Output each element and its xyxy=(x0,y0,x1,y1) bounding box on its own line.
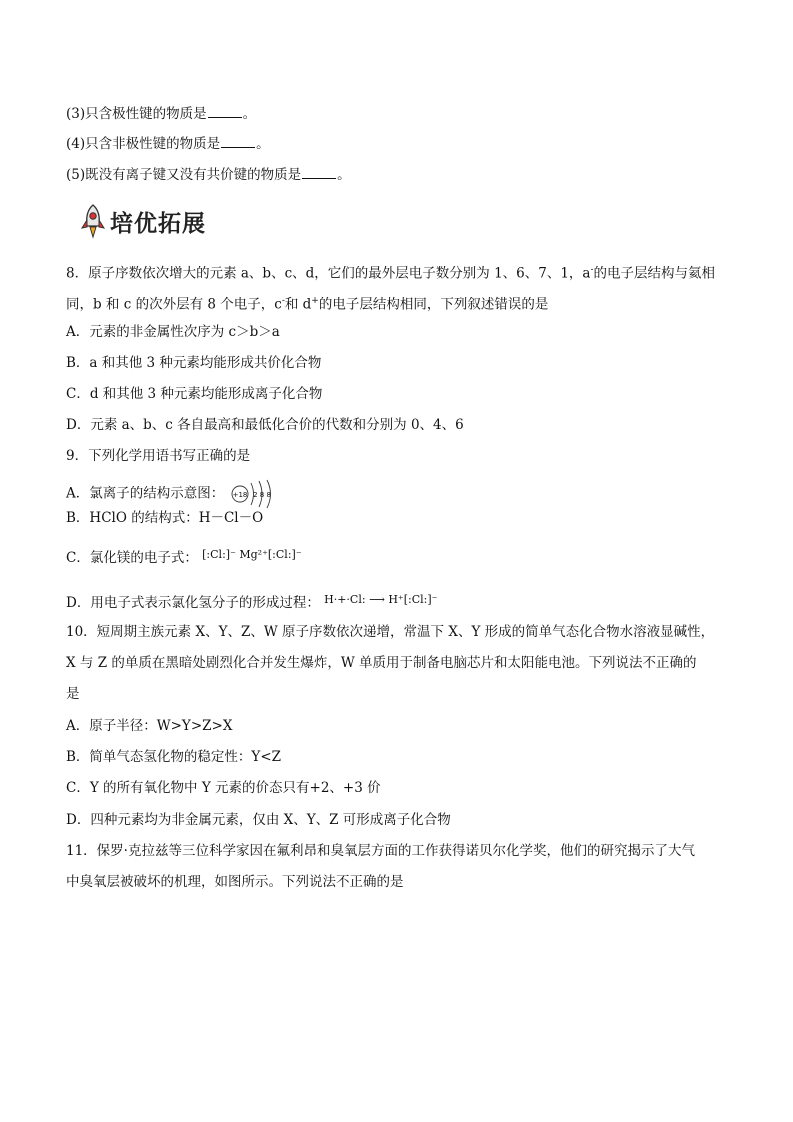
question-10-option-b: B．简单气态氢化物的稳定性：Y<Z xyxy=(66,749,282,765)
question-9-option-b: B．HClO 的结构式：H－Cl－O xyxy=(66,510,264,526)
question-11-stem-line2: 中臭氧层被破坏的机理，如图所示。下列说法不正确的是 xyxy=(66,874,404,890)
chloride-ion-structure-diagram xyxy=(229,477,283,511)
question-10-stem-line3: 是 xyxy=(66,686,80,702)
question-8-stem-line1: 8．原子序数依次增大的元素 a、b、c、d，它们的最外层电子数分别为 1、6、7、1，a-的电子层结构与氦相 xyxy=(66,265,716,282)
banner-title: 培优拓展 xyxy=(110,210,206,237)
question-11-stem-line1: 11．保罗·克拉兹等三位科学家因在氟利昂和臭氧层方面的工作获得诺贝尔化学奖，他们的研究揭示了大气 xyxy=(66,843,695,859)
magnesium-chloride-formula: [:Cl:]⁻ Mg²⁺[:Cl:]⁻ xyxy=(202,548,302,561)
question-9-stem: 9．下列化学用语书写正确的是 xyxy=(66,448,251,464)
question-8-option-b: B．a 和其他 3 种元素均能形成共价化合物 xyxy=(66,355,322,371)
question-8-option-c: C．d 和其他 3 种元素均能形成离子化合物 xyxy=(66,386,323,402)
question-10-stem-line2: X 与 Z 的单质在黑暗处剧烈化合并发生爆炸，W 单质用于制备电脑芯片和太阳能电池。下列说法不正确的 xyxy=(66,655,697,671)
answer-blank xyxy=(302,165,336,179)
rocket-icon xyxy=(80,203,106,239)
question-10-option-c: C．Y 的所有氧化物中 Y 元素的价态只有+2、+3 价 xyxy=(66,780,381,796)
question-7-part-4: (4)只含非极性键的物质是 。 xyxy=(66,136,270,152)
question-9-option-a: A．氯离子的结构示意图： +18 2 8 8 xyxy=(66,477,283,511)
answer-blank xyxy=(208,104,242,118)
question-9-option-c: C．氯化镁的电子式： $^{[:Cl:]^- Mg^{2+}[:Cl:]^-}$ xyxy=(66,548,302,566)
question-8-option-d: D．元素 a、b、c 各自最高和最低化合价的代数和分别为 0、4、6 xyxy=(66,417,464,433)
question-10-option-d: D．四种元素均为非金属元素，仅由 X、Y、Z 可形成离子化合物 xyxy=(66,812,451,828)
section-banner xyxy=(80,203,206,239)
nucleus-label: +18 xyxy=(232,491,247,499)
question-8-stem-line2: 同，b 和 c 的次外层有 8 个电子，c-和 d+的电子层结构相同，下列叙述错误的是 xyxy=(66,296,549,313)
hcl-formation-formula: H·+·Cl: ⟶ H⁺[:Cl:]⁻ xyxy=(324,593,438,606)
question-10-option-a: A．原子半径：W>Y>Z>X xyxy=(66,718,233,734)
question-7-part-3: (3)只含极性键的物质是 。 xyxy=(66,106,257,122)
question-9-option-d: D．用电子式表示氯化氢分子的形成过程： $^{H\cdot+\cdot Cl: ⟶ H^+[:Cl:]^-}$ xyxy=(66,593,438,611)
shell-electron-label: 2 8 8 xyxy=(252,491,271,499)
question-7-part-5: (5)既没有离子键又没有共价键的物质是 。 xyxy=(66,167,351,183)
question-8-option-a: A．元素的非金属性次序为 c＞b＞a xyxy=(66,324,280,340)
answer-blank xyxy=(221,134,255,148)
question-10-stem-line1: 10．短周期主族元素 X、Y、Z、W 原子序数依次递增，常温下 X、Y 形成的简单气态化合物水溶液显碱性， xyxy=(66,624,715,640)
